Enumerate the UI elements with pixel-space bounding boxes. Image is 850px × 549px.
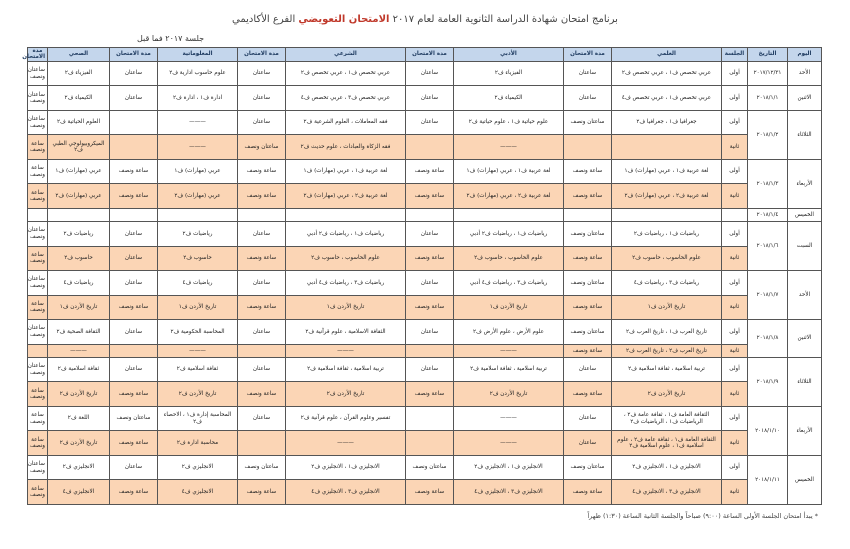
page-title bbox=[0, 14, 850, 25]
subject-cell: ——— bbox=[454, 406, 564, 431]
subject-cell: عربي تخصص ف١ ، عربي تخصص ف٤ bbox=[612, 86, 722, 111]
session-cell: أولى bbox=[722, 61, 748, 86]
session-cell: أولى bbox=[722, 320, 748, 345]
date-cell: ٢٠١٨/١/١٠ bbox=[748, 406, 788, 455]
title-prefix: برنامج امتحان شهادة الدراسة الثانوية العامة لعام ٢٠١٧ bbox=[389, 14, 618, 25]
duration-cell bbox=[110, 110, 158, 135]
duration-cell: ساعتان bbox=[110, 320, 158, 345]
column-header: مدة الامتحان bbox=[110, 48, 158, 62]
subject-cell: ثقافة اسلامية ف٢ bbox=[158, 357, 238, 382]
table-row bbox=[28, 135, 822, 160]
duration-cell: ساعتان ونصف bbox=[28, 222, 48, 247]
table-row bbox=[28, 208, 822, 221]
day-cell: الأربعاء bbox=[788, 159, 822, 208]
duration-cell: ساعة ونصف bbox=[28, 159, 48, 184]
date-cell: ٢٠١٨/١/٩ bbox=[748, 357, 788, 406]
footnote: * يبدأ امتحان الجلسة الأولى الساعة (٩:٠٠) صباحاً والجلسة الثانية الساعة (١:٣٠) ظهراً bbox=[587, 512, 818, 520]
subject-cell: ——— bbox=[158, 344, 238, 357]
duration-cell bbox=[110, 344, 158, 357]
subject-cell: الانجليزي ف٣ ، الانجليزي ف٤ bbox=[612, 480, 722, 505]
exam-schedule-table bbox=[22, 47, 822, 505]
session-cell: أولى bbox=[722, 110, 748, 135]
duration-cell: ساعتان bbox=[110, 246, 158, 271]
subject-cell: المحاسبة إدارة ف١ ، الاحصاء ف٢ bbox=[158, 406, 238, 431]
session-cell: أولى bbox=[722, 406, 748, 431]
date-cell: ٢٠١٨/١/٧ bbox=[748, 271, 788, 320]
duration-cell: ساعتان bbox=[110, 271, 158, 296]
subject-cell: رياضيات ف٢ bbox=[48, 222, 110, 247]
duration-cell: ساعة ونصف bbox=[406, 159, 454, 184]
subject-cell: علوم حاسوب ادارية ف٢ bbox=[158, 61, 238, 86]
subject-cell: اللغة ف٢ bbox=[48, 406, 110, 431]
subject-cell: رياضيات ف١ ، رياضيات ف٢ أدبي bbox=[454, 222, 564, 247]
duration-cell: ساعة ونصف bbox=[110, 382, 158, 407]
duration-cell bbox=[406, 406, 454, 431]
duration-cell: ساعتان ونصف bbox=[28, 357, 48, 382]
table-header-row bbox=[28, 48, 822, 62]
subject-cell: الميكروبيولوجي الطبي ف٢ bbox=[48, 135, 110, 160]
duration-cell: ساعة ونصف bbox=[28, 135, 48, 160]
subject-cell: تاريخ الأردن ف٢ bbox=[286, 382, 406, 407]
duration-cell: ساعة ونصف bbox=[110, 159, 158, 184]
duration-cell: ساعة ونصف bbox=[406, 246, 454, 271]
day-cell: الاثنين bbox=[788, 86, 822, 111]
session-cell: ثانية bbox=[722, 135, 748, 160]
duration-cell: ساعتان bbox=[238, 110, 286, 135]
day-cell: الأحد bbox=[788, 61, 822, 86]
table-row bbox=[28, 357, 822, 382]
date-cell: ٢٠١٨/١/٤ bbox=[748, 208, 788, 221]
duration-cell: ساعتان ونصف bbox=[28, 455, 48, 480]
table-row bbox=[28, 431, 822, 456]
date-cell: ٢٠١٨/١/١ bbox=[748, 86, 788, 111]
subject-cell: الانجليزي ف٤ bbox=[48, 480, 110, 505]
day-cell: الاثنين bbox=[788, 320, 822, 358]
subject-cell: الكيمياء ف٢ bbox=[48, 86, 110, 111]
table-body bbox=[28, 61, 822, 504]
duration-cell: ساعة ونصف bbox=[406, 480, 454, 505]
subject-cell: ——— bbox=[454, 135, 564, 160]
duration-cell: ساعتان bbox=[406, 86, 454, 111]
subject-cell: تاريخ الأردن ف٢ bbox=[158, 382, 238, 407]
subject-cell: الانجليزي ف٣ ، الانجليزي ف٤ bbox=[454, 480, 564, 505]
duration-cell: ساعتان ونصف bbox=[564, 110, 612, 135]
duration-cell bbox=[110, 208, 158, 221]
subject-cell: الانجليزي ف٣ ، الانجليزي ف٤ bbox=[286, 480, 406, 505]
subject-cell: تربية اسلامية ، ثقافة اسلامية ف٢ bbox=[454, 357, 564, 382]
session-cell bbox=[722, 208, 748, 221]
subject-cell: عربي تخصص ف٣ ، عربي تخصص ف٤ bbox=[286, 86, 406, 111]
day-cell: الأربعاء bbox=[788, 406, 822, 455]
duration-cell: ساعة ونصف bbox=[28, 184, 48, 209]
subject-cell: تاريخ الأردن ف١ bbox=[612, 295, 722, 320]
duration-cell: ساعة ونصف bbox=[238, 480, 286, 505]
subject-cell: تاريخ العرب ف٢ ، تاريخ العرب ف٢ bbox=[612, 344, 722, 357]
duration-cell: ساعتان bbox=[238, 357, 286, 382]
subject-cell: لغة عربية ف٢ ، عربي (مهارات) ف٢ bbox=[612, 184, 722, 209]
subject-cell: ——— bbox=[286, 431, 406, 456]
column-header: الجلسة bbox=[722, 48, 748, 62]
subject-cell: الثقافة الاسلامية ، علوم قرآنية ف٢ bbox=[286, 320, 406, 345]
duration-cell: ساعة ونصف bbox=[564, 246, 612, 271]
table-row bbox=[28, 455, 822, 480]
subject-cell: لغة عربية ف٢ ، عربي (مهارات) ف٢ bbox=[454, 184, 564, 209]
subject-cell: تاريخ الأردن ف٢ bbox=[612, 382, 722, 407]
subject-cell: تاريخ الأردن ف١ bbox=[48, 295, 110, 320]
subject-cell bbox=[48, 208, 110, 221]
subject-cell: الفيزياء ف٢ bbox=[48, 61, 110, 86]
subject-cell: الانجليزي ف١ ، الانجليزي ف٢ bbox=[612, 455, 722, 480]
subject-cell: رياضيات ف٤ bbox=[48, 271, 110, 296]
table-row bbox=[28, 159, 822, 184]
subject-cell: تاريخ الأردن ف١ bbox=[286, 295, 406, 320]
subject-cell: تفسير وعلوم القرآن ، علوم قرآنية ف٢ bbox=[286, 406, 406, 431]
subject-cell: ثقافة اسلامية ف٢ bbox=[48, 357, 110, 382]
duration-cell: ساعتان ونصف bbox=[110, 406, 158, 431]
subject-cell bbox=[454, 208, 564, 221]
subject-cell: تاريخ الأردن ف٢ bbox=[454, 382, 564, 407]
subject-cell: الانجليزي ف٢ bbox=[158, 455, 238, 480]
subject-cell: لغة عربية ف١ ، عربي (مهارات) ف١ bbox=[454, 159, 564, 184]
subject-cell: الانجليزي ف٢ bbox=[48, 455, 110, 480]
subject-cell: تاريخ الأردن ف٢ bbox=[48, 431, 110, 456]
duration-cell: ساعتان bbox=[110, 455, 158, 480]
subject-cell: تربية اسلامية ، ثقافة اسلامية ف٢ bbox=[286, 357, 406, 382]
duration-cell: ساعتان bbox=[406, 320, 454, 345]
session-cell: ثانية bbox=[722, 344, 748, 357]
subject-cell: تربية اسلامية ، ثقافة اسلامية ف٢ bbox=[612, 357, 722, 382]
subject-cell: ——— bbox=[454, 431, 564, 456]
subject-cell bbox=[612, 135, 722, 160]
date-cell: ٢٠١٨/١/٦ bbox=[748, 222, 788, 271]
duration-cell: ساعة ونصف bbox=[110, 295, 158, 320]
session-cell: ثانية bbox=[722, 480, 748, 505]
duration-cell: ساعتان bbox=[564, 86, 612, 111]
duration-cell: ساعة ونصف bbox=[238, 382, 286, 407]
date-cell: ٢٠١٨/١/٨ bbox=[748, 320, 788, 358]
table-row bbox=[28, 344, 822, 357]
duration-cell: ساعتان ونصف bbox=[564, 271, 612, 296]
column-header: الأدبي bbox=[454, 48, 564, 62]
table-row bbox=[28, 271, 822, 296]
duration-cell: ساعة ونصف bbox=[564, 344, 612, 357]
duration-cell: ساعتان bbox=[564, 61, 612, 86]
subject-cell: علوم الحاسوب ، حاسوب ف٢ bbox=[454, 246, 564, 271]
duration-cell: ساعتان ونصف bbox=[564, 222, 612, 247]
schedule-table-container bbox=[22, 47, 821, 505]
duration-cell bbox=[406, 431, 454, 456]
duration-cell bbox=[406, 208, 454, 221]
subject-cell: حاسوب ف٢ bbox=[158, 246, 238, 271]
duration-cell: ساعتان ونصف bbox=[406, 455, 454, 480]
column-header: مدة الامتحان bbox=[406, 48, 454, 62]
duration-cell: ساعتان bbox=[110, 357, 158, 382]
day-cell: الثلاثاء bbox=[788, 110, 822, 159]
duration-cell: ساعتان bbox=[110, 61, 158, 86]
duration-cell: ساعتان bbox=[238, 320, 286, 345]
subject-cell: رياضيات ف٤ bbox=[158, 271, 238, 296]
subject-cell: ——— bbox=[48, 344, 110, 357]
subject-cell: رياضيات ف٣ ، رياضيات ف٤ أدبي bbox=[286, 271, 406, 296]
subject-cell: فقه الزكاة والعبادات ، علوم حديث ف٢ bbox=[286, 135, 406, 160]
day-cell: الخميس bbox=[788, 455, 822, 504]
subject-cell bbox=[286, 208, 406, 221]
subject-cell: عربي تخصص ف١ ، عربي تخصص ف٢ bbox=[612, 61, 722, 86]
subject-cell: علوم الحاسوب ، حاسوب ف٢ bbox=[612, 246, 722, 271]
table-row bbox=[28, 295, 822, 320]
duration-cell bbox=[564, 208, 612, 221]
duration-cell: ساعة ونصف bbox=[564, 184, 612, 209]
duration-cell: ساعتان bbox=[238, 222, 286, 247]
duration-cell: ساعتان bbox=[406, 110, 454, 135]
session-cell: أولى bbox=[722, 357, 748, 382]
date-cell: ٢٠١٧/١٢/٣١ bbox=[748, 61, 788, 86]
duration-cell bbox=[110, 135, 158, 160]
table-row bbox=[28, 222, 822, 247]
subject-cell: حاسوب ف٢ bbox=[48, 246, 110, 271]
subject-cell: لغة عربية ف١ ، عربي (مهارات) ف١ bbox=[286, 159, 406, 184]
table-row bbox=[28, 480, 822, 505]
session-cell: ثانية bbox=[722, 382, 748, 407]
duration-cell: ساعتان bbox=[406, 271, 454, 296]
column-header: المعلوماتية bbox=[158, 48, 238, 62]
subject-cell: عربي (مهارات) ف١ bbox=[48, 159, 110, 184]
column-header: التاريخ bbox=[748, 48, 788, 62]
duration-cell: ساعة ونصف bbox=[406, 295, 454, 320]
subject-cell: عربي (مهارات) ف٢ bbox=[158, 184, 238, 209]
subject-cell: الفيزياء ف٢ bbox=[454, 61, 564, 86]
subject-cell: المحاسبة الحكومية ف٢ bbox=[158, 320, 238, 345]
duration-cell: ساعتان ونصف bbox=[28, 320, 48, 345]
table-row bbox=[28, 406, 822, 431]
duration-cell: ساعتان bbox=[110, 86, 158, 111]
duration-cell: ساعة ونصف bbox=[238, 159, 286, 184]
table-row bbox=[28, 110, 822, 135]
session-cell: ثانية bbox=[722, 246, 748, 271]
duration-cell: ساعتان ونصف bbox=[28, 271, 48, 296]
table-row bbox=[28, 246, 822, 271]
subject-cell: علوم الأرض ، علوم الأرض ف٢ bbox=[454, 320, 564, 345]
column-header: الشرعي bbox=[286, 48, 406, 62]
duration-cell: ساعة ونصف bbox=[564, 295, 612, 320]
subject-cell: الثقافة العامة ف١ ، ثقافة عامة ف٢ ، الرياضيات ف١ ، الرياضيات ف٢ bbox=[612, 406, 722, 431]
subject-cell: تاريخ العرب ف١ ، تاريخ العرب ف٢ bbox=[612, 320, 722, 345]
duration-cell: ساعة ونصف bbox=[28, 295, 48, 320]
subject-cell: رياضيات ف١ ، رياضيات ف٢ أدبي bbox=[286, 222, 406, 247]
duration-cell: ساعة ونصف bbox=[110, 184, 158, 209]
session-cell: ثانية bbox=[722, 295, 748, 320]
title-suffix: الفرع الأكاديمي bbox=[232, 14, 299, 25]
subject-cell: الانجليزي ف٤ bbox=[158, 480, 238, 505]
subject-cell: رياضيات ف٣ ، رياضيات ف٤ bbox=[612, 271, 722, 296]
column-header: العلمي bbox=[612, 48, 722, 62]
duration-cell bbox=[564, 135, 612, 160]
subject-cell: تاريخ الأردن ف١ bbox=[158, 295, 238, 320]
subject-cell: ادارة ف١ ، ادارة ف٢ bbox=[158, 86, 238, 111]
duration-cell bbox=[238, 344, 286, 357]
duration-cell: ساعتان ونصف bbox=[28, 110, 48, 135]
subject-cell: ——— bbox=[286, 344, 406, 357]
duration-cell: ساعتان bbox=[406, 357, 454, 382]
duration-cell: ساعتان ونصف bbox=[564, 320, 612, 345]
subject-cell: عربي (مهارات) ف٢ bbox=[48, 184, 110, 209]
subject-cell: تاريخ الأردن ف١ bbox=[454, 295, 564, 320]
subject-cell: لغة عربية ف٢ ، عربي (مهارات) ف٢ bbox=[286, 184, 406, 209]
session-cell: أولى bbox=[722, 159, 748, 184]
duration-cell bbox=[238, 208, 286, 221]
subject-cell: جغرافيا ف١ ، جغرافيا ف٢ bbox=[612, 110, 722, 135]
subject-cell: الكيمياء ف٢ bbox=[454, 86, 564, 111]
subject-cell: محاسبة ادارة ف٢ bbox=[158, 431, 238, 456]
page-subtitle: جلسة ٢٠١٧ فما قبل bbox=[137, 34, 205, 43]
subject-cell: الانجليزي ف١ ، الانجليزي ف٢ bbox=[454, 455, 564, 480]
duration-cell: ساعة ونصف bbox=[238, 184, 286, 209]
session-cell: أولى bbox=[722, 86, 748, 111]
duration-cell: ساعة ونصف bbox=[238, 295, 286, 320]
duration-cell: ساعتان bbox=[238, 271, 286, 296]
date-cell: ٢٠١٨/١/٢ bbox=[748, 110, 788, 159]
table-row bbox=[28, 184, 822, 209]
duration-cell: ساعة ونصف bbox=[238, 246, 286, 271]
duration-cell: ساعة ونصف bbox=[406, 184, 454, 209]
subject-cell: فقه المعاملات ، العلوم الشرعية ف٢ bbox=[286, 110, 406, 135]
column-header: اليوم bbox=[788, 48, 822, 62]
duration-cell: ساعتان bbox=[238, 61, 286, 86]
day-cell: السبت bbox=[788, 222, 822, 271]
duration-cell: ساعتان bbox=[238, 86, 286, 111]
session-cell: أولى bbox=[722, 271, 748, 296]
session-cell: ثانية bbox=[722, 184, 748, 209]
duration-cell bbox=[406, 135, 454, 160]
duration-cell: ساعة ونصف bbox=[564, 480, 612, 505]
duration-cell: ساعتان bbox=[110, 222, 158, 247]
table-row bbox=[28, 320, 822, 345]
duration-cell: ساعة ونصف bbox=[28, 431, 48, 456]
subject-cell: علوم حياتية ف١ ، علوم حياتية ف٢ bbox=[454, 110, 564, 135]
duration-cell: ساعة ونصف bbox=[28, 480, 48, 505]
session-cell: أولى bbox=[722, 222, 748, 247]
column-header: الصحي bbox=[48, 48, 110, 62]
session-cell: ثانية bbox=[722, 431, 748, 456]
date-cell: ٢٠١٨/١/١١ bbox=[748, 455, 788, 504]
subject-cell: العلوم الحياتية ف٢ bbox=[48, 110, 110, 135]
subject-cell: الثقافة العامة ف١ ، ثقافة عامة ف٢ ، علوم اسلامية ف١ ، علوم اسلامية ف٢ bbox=[612, 431, 722, 456]
duration-cell: ساعة ونصف bbox=[110, 431, 158, 456]
title-highlight: الامتحان التعويضي bbox=[298, 14, 390, 25]
subject-cell: علوم الحاسوب ، حاسوب ف٢ bbox=[286, 246, 406, 271]
duration-cell: ساعتان ونصف bbox=[28, 61, 48, 86]
duration-cell: ساعتان bbox=[564, 431, 612, 456]
duration-cell bbox=[28, 208, 48, 221]
subject-cell: تاريخ الأردن ف٢ bbox=[48, 382, 110, 407]
table-row bbox=[28, 382, 822, 407]
subject-cell: عربي (مهارات) ف١ bbox=[158, 159, 238, 184]
duration-cell: ساعة ونصف bbox=[28, 406, 48, 431]
duration-cell: ساعتان bbox=[406, 61, 454, 86]
duration-cell: ساعتان ونصف bbox=[28, 86, 48, 111]
subject-cell: الانجليزي ف١ ، الانجليزي ف٢ bbox=[286, 455, 406, 480]
duration-cell: ساعتان bbox=[564, 357, 612, 382]
duration-cell: ساعتان bbox=[238, 406, 286, 431]
day-cell: الثلاثاء bbox=[788, 357, 822, 406]
table-row bbox=[28, 86, 822, 111]
subject-cell: ——— bbox=[158, 135, 238, 160]
duration-cell: ساعة ونصف bbox=[564, 159, 612, 184]
subject-cell: لغة عربية ف١ ، عربي (مهارات) ف١ bbox=[612, 159, 722, 184]
duration-cell: ساعتان bbox=[564, 406, 612, 431]
duration-cell: ساعتان ونصف bbox=[564, 455, 612, 480]
subject-cell: عربي تخصص ف١ ، عربي تخصص ف٢ bbox=[286, 61, 406, 86]
duration-cell bbox=[238, 431, 286, 456]
duration-cell bbox=[406, 344, 454, 357]
duration-cell bbox=[28, 344, 48, 357]
subject-cell: رياضيات ف٣ ، رياضيات ف٤ أدبي bbox=[454, 271, 564, 296]
column-header: مدة الامتحان bbox=[238, 48, 286, 62]
subject-cell: رياضيات ف٢ bbox=[158, 222, 238, 247]
duration-cell: ساعتان bbox=[406, 222, 454, 247]
duration-cell: ساعة ونصف bbox=[28, 246, 48, 271]
duration-cell: ساعتان ونصف bbox=[238, 135, 286, 160]
subject-cell: ——— bbox=[158, 110, 238, 135]
duration-cell: ساعة ونصف bbox=[564, 382, 612, 407]
subject-cell bbox=[158, 208, 238, 221]
duration-cell: ساعة ونصف bbox=[406, 382, 454, 407]
subject-cell: ——— bbox=[454, 344, 564, 357]
date-cell: ٢٠١٨/١/٣ bbox=[748, 159, 788, 208]
duration-cell: ساعتان ونصف bbox=[238, 455, 286, 480]
duration-cell: ساعة ونصف bbox=[28, 382, 48, 407]
day-cell: الأحد bbox=[788, 271, 822, 320]
day-cell: الخميس bbox=[788, 208, 822, 221]
subject-cell: رياضيات ف١ ، رياضيات ف٢ bbox=[612, 222, 722, 247]
column-header: مدة الامتحان bbox=[28, 48, 48, 62]
subject-cell bbox=[612, 208, 722, 221]
session-cell: أولى bbox=[722, 455, 748, 480]
duration-cell: ساعة ونصف bbox=[110, 480, 158, 505]
subject-cell: الثقافة الصحية ف٢ bbox=[48, 320, 110, 345]
column-header: مدة الامتحان bbox=[564, 48, 612, 62]
table-row bbox=[28, 61, 822, 86]
